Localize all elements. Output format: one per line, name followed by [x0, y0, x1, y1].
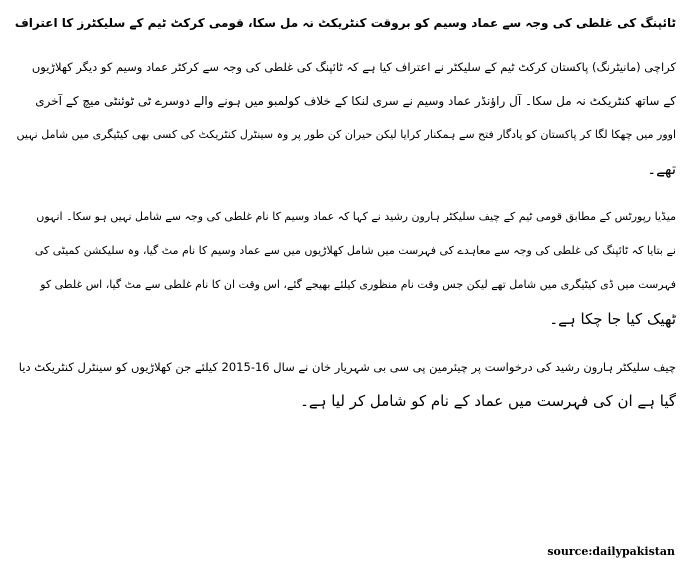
paragraph-line: میڈیا رپورٹس کے مطابق قومی ٹیم کے چیف سلیکٹر ہارون رشید نے کہا کہ عماد وسیم کا نام غلطی کی وجہ سے شامل نہیں ہو سکا۔ انہوں — [36, 210, 676, 223]
paragraph-line: تھے۔ — [647, 160, 676, 178]
article-paragraph-2 — [14, 200, 676, 336]
paragraph-line: ٹھیک کیا جا چکا ہے۔ — [549, 310, 676, 328]
article-paragraph-3 — [14, 350, 676, 418]
source-credit: source:dailypakistan — [547, 545, 675, 558]
paragraph-line: کے ساتھ کنٹریکٹ نہ مل سکا۔ آل راؤنڈر عماد وسیم نے سری لنکا کے خلاف کولمبو میں ہونے والے دوسرے ٹی ٹوئنٹی میچ کے آخری — [35, 94, 676, 108]
paragraph-line: کراچی (مانیٹرنگ) پاکستان کرکٹ ٹیم کے سلیکٹر نے اعتراف کیا ہے کہ ٹائپنگ کی غلطی کی وجہ سے کرکٹر عماد وسیم کو دیگر کھلاڑیوں — [31, 60, 676, 74]
article-paragraph-1 — [14, 50, 676, 186]
paragraph-line: اوور میں چھکا لگا کر پاکستان کو یادگار فتح سے ہمکنار کرایا لیکن حیران کن طور پر وہ سینٹرل کنٹریکٹ کی کسی بھی کیٹیگری میں شامل نہیں — [16, 128, 676, 141]
paragraph-line: نے بتایا کہ ٹائپنگ کی غلطی کی وجہ سے معاہدے کی فہرست میں شامل کھلاڑیوں میں سے عماد وسیم کا نام مٹ گیا، وہ سلیکشن کمیٹی کی — [34, 244, 676, 257]
paragraph-line: فہرست میں ڈی کیٹیگری میں شامل تھے لیکن جس وقت نام منظوری کیلئے بھیجے گئے، اس وقت ان کا نام غلطی سے مٹ گیا، اس غلطی کو — [40, 278, 676, 291]
paragraph-line: گیا ہے ان کی فہرست میں عماد کے نام کو شامل کر لیا ہے۔ — [300, 392, 676, 410]
news-article — [14, 8, 676, 432]
article-headline: ٹائپنگ کی غلطی کی وجہ سے عماد وسیم کو بروقت کنٹریکٹ نہ مل سکا، قومی کرکٹ ٹیم کے سلیکٹرز کا اعتراف — [14, 16, 676, 30]
paragraph-line: چیف سلیکٹر ہارون رشید کی درخواست پر چیئرمین پی سی بی شہریار خان نے سال 16-2015 کیلئے جن کھلاڑیوں کو سینٹرل کنٹریکٹ دیا — [18, 360, 676, 374]
